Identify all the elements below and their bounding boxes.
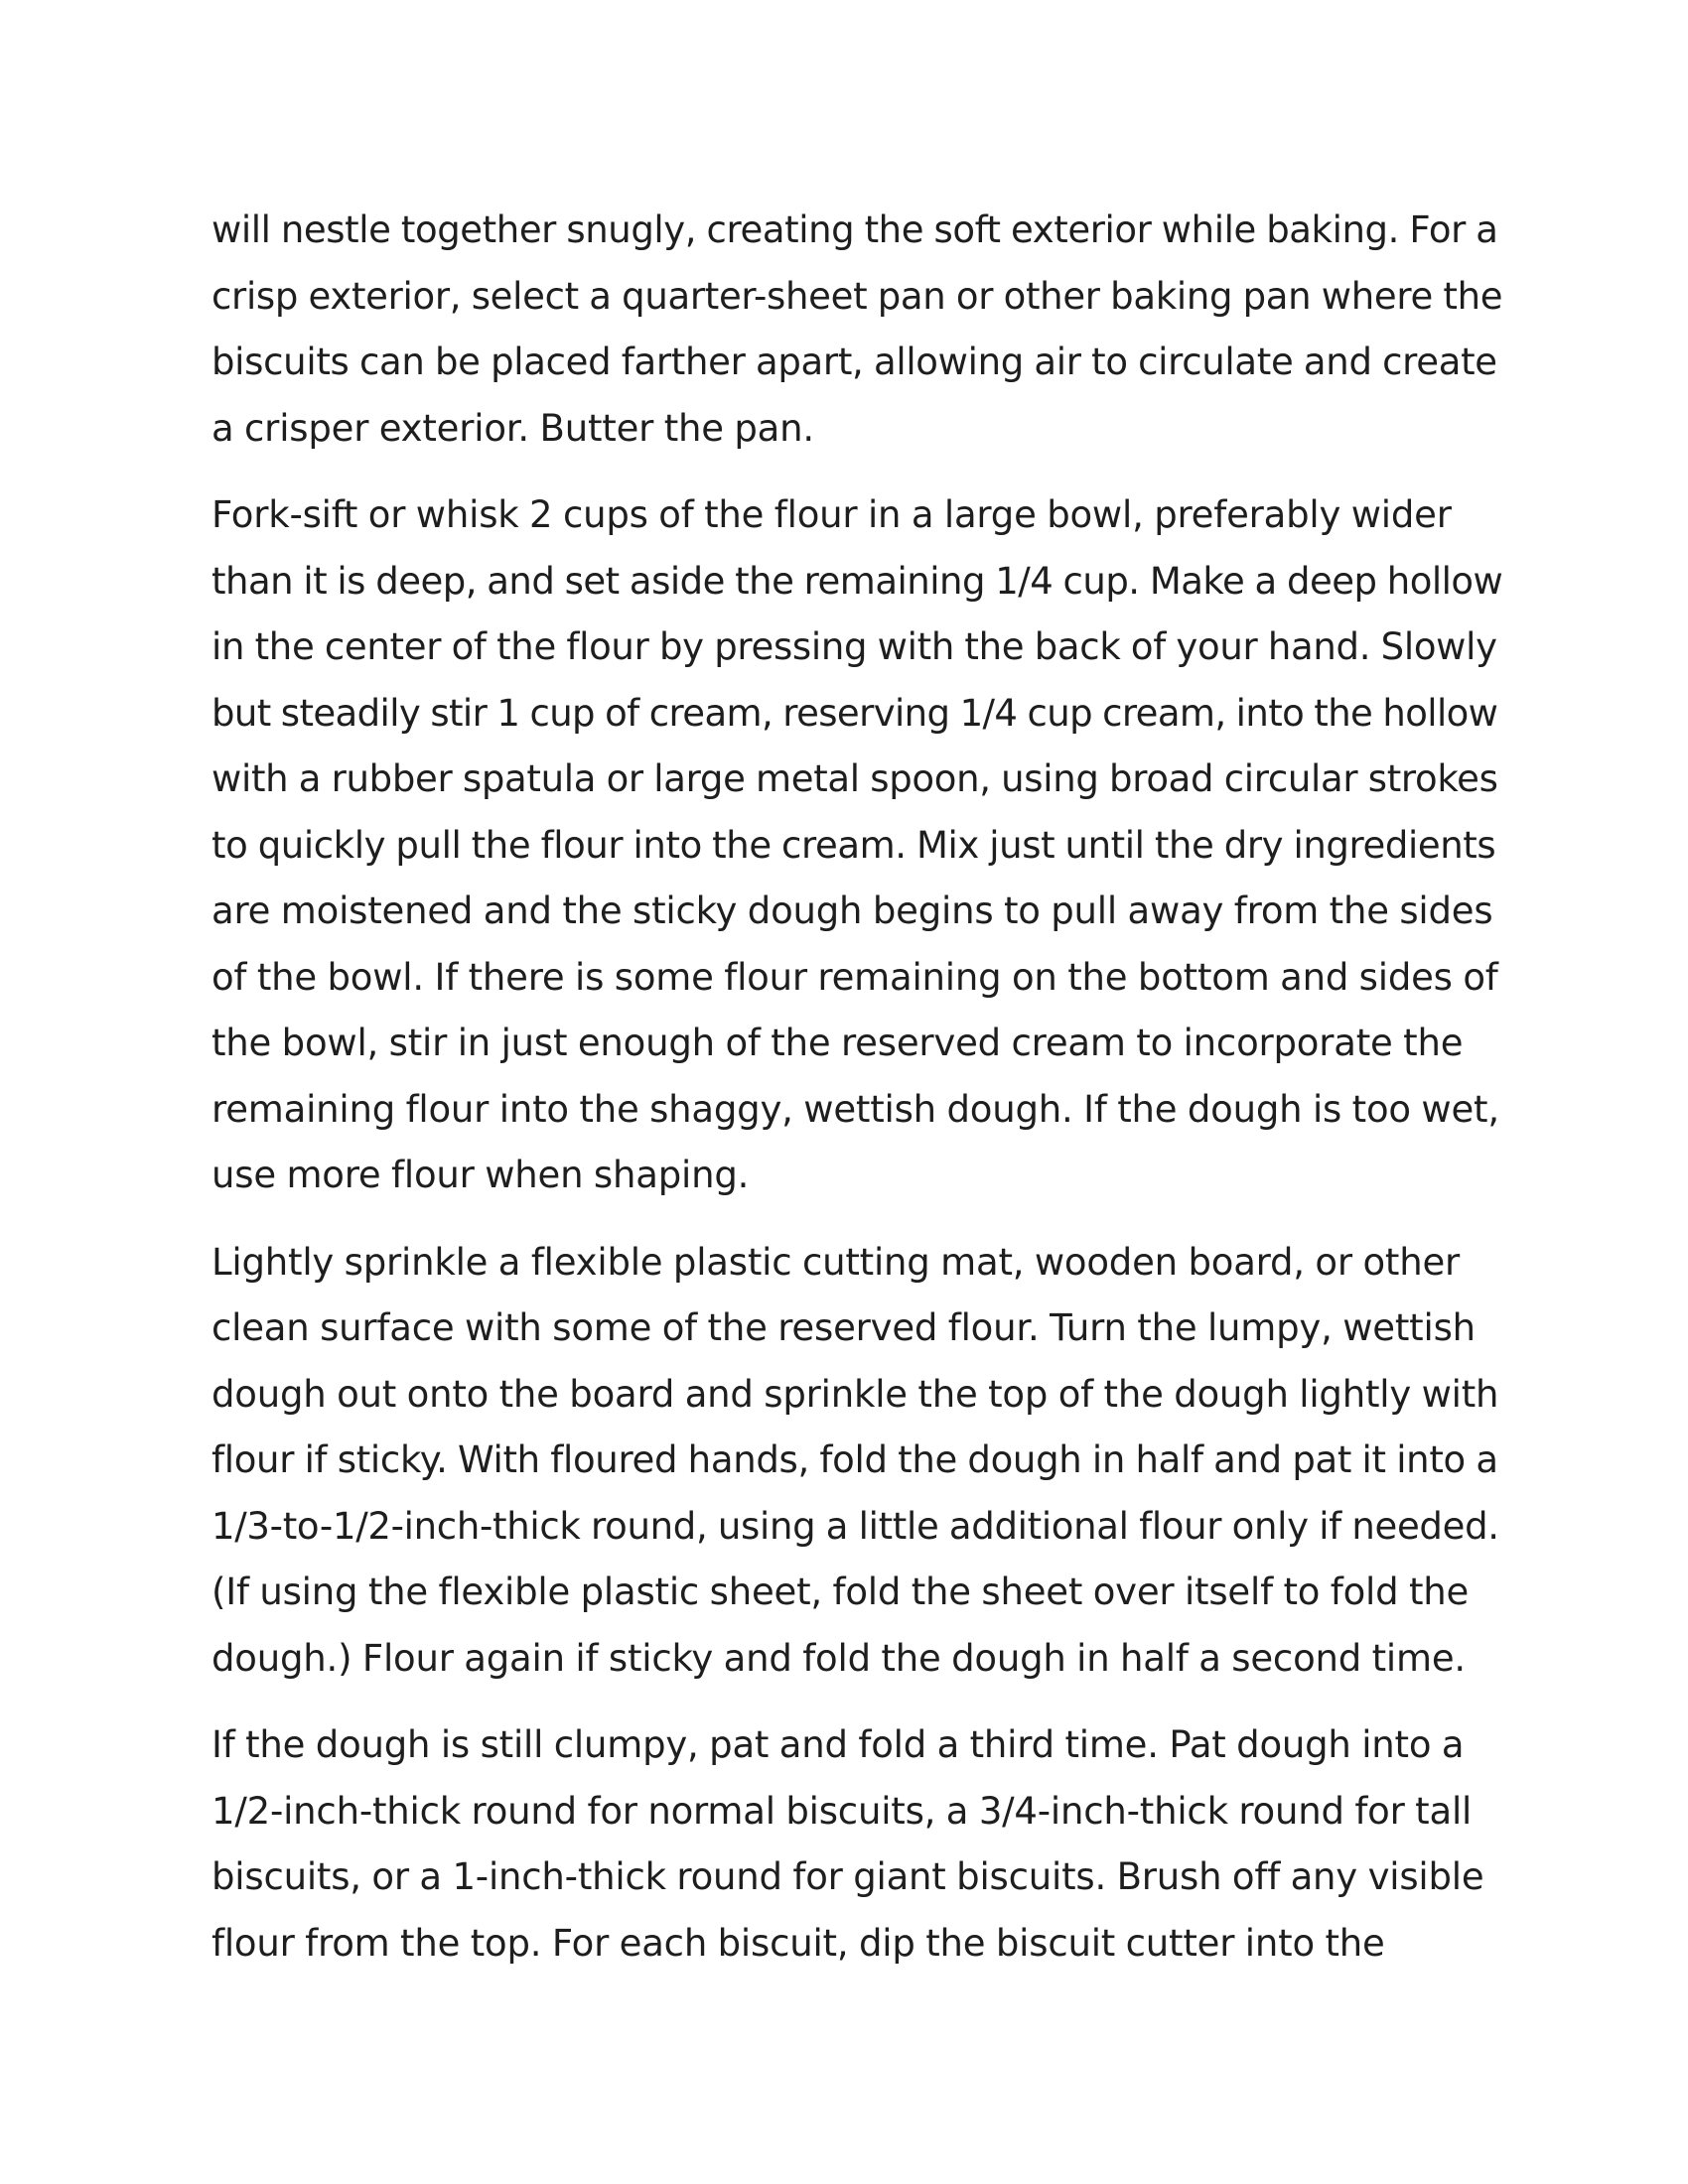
text-line: use more flour when shaping. (211, 1154, 750, 1196)
paragraph-shaping-biscuits (211, 1712, 1502, 1977)
text-line: the bowl, stir in just enough of the reserved cream to incorporate the (211, 1022, 1464, 1064)
text-line: biscuits, or a 1-inch-thick round for giant biscuits. Brush off any visible (211, 1855, 1484, 1898)
paragraph-folding-dough (211, 1230, 1502, 1693)
text-line: 1/3-to-1/2-inch-thick round, using a little additional flour only if needed. (211, 1504, 1499, 1548)
text-line: flour from the top. For each biscuit, dip the biscuit cutter into the (211, 1921, 1385, 1965)
text-line: If the dough is still clumpy, pat and fold a third time. Pat dough into a (211, 1723, 1465, 1766)
text-line: are moistened and the sticky dough begins to pull away from the sides (211, 889, 1493, 932)
document-page (211, 198, 1502, 1977)
text-line: than it is deep, and set aside the remaining 1/4 cup. Make a deep hollow (211, 559, 1503, 603)
text-line: in the center of the flour by pressing with the back of your hand. Slowly (211, 625, 1497, 668)
text-line: Lightly sprinkle a flexible plastic cutting mat, wooden board, or other (211, 1240, 1461, 1284)
text-line: with a rubber spatula or large metal spoon, using broad circular strokes (211, 757, 1498, 800)
text-line: (If using the flexible plastic sheet, fold the sheet over itself to fold the (211, 1570, 1470, 1613)
text-line: 1/2-inch-thick round for normal biscuits, a 3/4-inch-thick round for tall (211, 1789, 1473, 1833)
text-line: to quickly pull the flour into the cream. Mix just until the dry ingredients (211, 823, 1496, 867)
paragraph-pan-preparation (211, 198, 1502, 462)
text-line: Fork-sift or whisk 2 cups of the flour in a large bowl, preferably wider (211, 493, 1452, 536)
text-line: dough out onto the board and sprinkle the top of the dough lightly with (211, 1372, 1499, 1416)
text-line: dough.) Flour again if sticky and fold the dough in half a second time. (211, 1636, 1466, 1680)
text-line: remaining flour into the shaggy, wettish dough. If the dough is too wet, (211, 1087, 1499, 1131)
paragraph-mixing-dough (211, 482, 1502, 1209)
text-line: biscuits can be placed farther apart, allowing air to circulate and create (211, 341, 1497, 383)
text-line: flour if sticky. With floured hands, fold the dough in half and pat it into a (211, 1438, 1498, 1481)
text-line: crisp exterior, select a quarter-sheet pan or other baking pan where the (211, 274, 1503, 318)
text-line: will nestle together snugly, creating the soft exterior while baking. For a (211, 208, 1498, 251)
text-line: but steadily stir 1 cup of cream, reserving 1/4 cup cream, into the hollow (211, 691, 1498, 735)
text-line: clean surface with some of the reserved flour. Turn the lumpy, wettish (211, 1306, 1476, 1349)
text-line: a crisper exterior. Butter the pan. (211, 406, 814, 450)
text-line: of the bowl. If there is some flour remaining on the bottom and sides of (211, 955, 1498, 999)
